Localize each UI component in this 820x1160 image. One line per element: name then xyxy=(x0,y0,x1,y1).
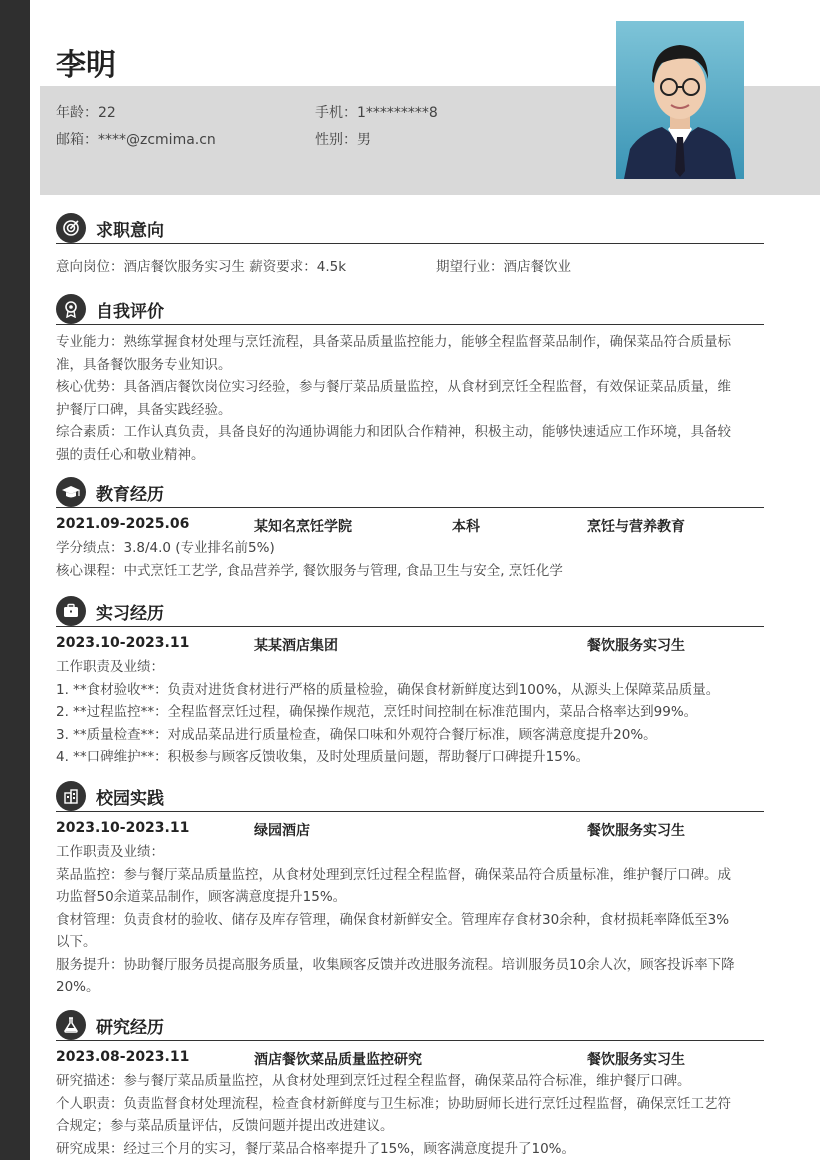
section-header xyxy=(56,595,764,627)
section-title: 教育经历 xyxy=(96,485,164,505)
position-salary: 意向岗位：酒店餐饮服务实习生 薪资要求：4.5k xyxy=(56,259,347,275)
flask-icon xyxy=(56,1010,86,1040)
text-line: 准，具备餐饮服务专业知识。 xyxy=(56,356,232,373)
text-line: 个人职责：负责监督食材处理流程，检查食材新鲜度与卫生标准；协助厨师长进行烹饪过程监督，确保烹饪工艺符 xyxy=(56,1095,731,1112)
section-title: 研究经历 xyxy=(96,1018,164,1038)
text-line: 专业能力：熟练掌握食材处理与烹饪流程，具备菜品质量监控能力，能够全程监督菜品制作，确保菜品符合质量标 xyxy=(56,334,731,350)
text-line: 护餐厅口碑，具备实践经验。 xyxy=(56,401,232,418)
section-internship xyxy=(56,595,764,769)
section-intent xyxy=(56,212,764,280)
section-header xyxy=(56,212,764,244)
section-header xyxy=(56,293,764,325)
email-field: 邮箱：****@zcmima.cn xyxy=(56,132,216,148)
text-line: 食材管理：负责食材的验收、储存及库存管理，确保食材新鲜安全。管理库存食材30余种，食材损耗率降低至3% xyxy=(56,911,730,928)
text-line: 研究描述：参与餐厅菜品质量监控，从食材处理到烹饪过程全程监督，确保菜品符合标准，维护餐厅口碑。 xyxy=(56,1073,691,1089)
buildings-icon xyxy=(56,781,86,811)
text-line: 研究成果：经过三个月的实习，餐厅菜品合格率提升了15%，顾客满意度提升了10%。 xyxy=(56,1140,576,1157)
section-title: 自我评价 xyxy=(96,302,164,322)
edu-period: 2021.09-2025.06 xyxy=(56,516,190,532)
campus-org: 绿园酒店 xyxy=(254,823,310,839)
campus-role: 餐饮服务实习生 xyxy=(587,823,685,839)
text-line: 服务提升：协助餐厅服务员提高服务质量，收集顾客反馈并改进服务流程。培训服务员10余人次，顾客投诉率下降 xyxy=(56,956,735,973)
text-line: 综合素质：工作认真负责，具备良好的沟通协调能力和团队合作精神，积极主动，能够快速适应工作环境，具备较 xyxy=(56,424,731,440)
research-row xyxy=(56,1047,764,1070)
text-line: 功监督50余道菜品制作，顾客满意度提升15%。 xyxy=(56,889,347,905)
education-row xyxy=(56,514,764,537)
target-icon xyxy=(56,213,86,243)
research-project: 酒店餐饮菜品质量监控研究 xyxy=(254,1052,422,1068)
internship-row xyxy=(56,633,764,656)
intern-role: 餐饮服务实习生 xyxy=(587,638,685,654)
text-line: 核心课程：中式烹饪工艺学, 食品营养学, 餐饮服务与管理, 食品卫生与安全, 烹饪化学 xyxy=(56,562,563,579)
text-line: 工作职责及业绩： xyxy=(56,844,164,860)
profile-photo xyxy=(616,21,744,179)
self-eval-text xyxy=(56,331,764,466)
text-line: 以下。 xyxy=(56,934,97,950)
briefcase-icon xyxy=(56,596,86,626)
text-line: 菜品监控：参与餐厅菜品质量监控，从食材处理到烹饪过程全程监督，确保菜品符合质量标准，维护餐厅口碑。成 xyxy=(56,866,731,883)
section-title: 求职意向 xyxy=(96,221,164,241)
intern-period: 2023.10-2023.11 xyxy=(56,635,190,651)
text-line: 3. **质量检查**：对成品菜品进行质量检查，确保口味和外观符合餐厅标准，顾客满意度提升20%。 xyxy=(56,726,657,743)
edu-school: 某知名烹饪学院 xyxy=(254,519,352,535)
section-campus xyxy=(56,780,764,999)
research-period: 2023.08-2023.11 xyxy=(56,1049,190,1065)
text-line: 工作职责及业绩： xyxy=(56,659,164,675)
section-header xyxy=(56,1009,764,1041)
text-line: 4. **口碑维护**：积极参与顾客反馈收集，及时处理质量问题，帮助餐厅口碑提升15%。 xyxy=(56,749,590,765)
edu-major: 烹饪与营养教育 xyxy=(587,519,685,535)
text-line: 学分绩点：3.8/4.0 (专业排名前5%) xyxy=(56,540,275,556)
campus-row xyxy=(56,818,764,841)
text-line: 2. **过程监控**：全程监督烹饪过程，确保操作规范，烹饪时间控制在标准范围内，菜品合格率达到99%。 xyxy=(56,704,698,720)
text-line: 合规定；参与菜品质量评估，反馈问题并提出改进建议。 xyxy=(56,1118,394,1134)
gender-field: 性别：男 xyxy=(315,132,371,148)
text-line: 核心优势：具备酒店餐饮岗位实习经验，参与餐厅菜品质量监控，从食材到烹饪全程监督，有效保证菜品质量，维 xyxy=(56,379,731,395)
section-title: 实习经历 xyxy=(96,604,164,624)
candidate-name: 李明 xyxy=(56,48,116,83)
section-research xyxy=(56,1009,764,1160)
section-title: 校园实践 xyxy=(96,789,164,809)
research-role: 餐饮服务实习生 xyxy=(587,1052,685,1068)
campus-period: 2023.10-2023.11 xyxy=(56,820,190,836)
text-line: 强的责任心和敬业精神。 xyxy=(56,446,205,463)
text-line: 20%。 xyxy=(56,979,100,995)
section-header xyxy=(56,476,764,508)
graduation-cap-icon xyxy=(56,477,86,507)
age-field: 年龄：22 xyxy=(56,105,116,121)
text-line: 1. **食材验收**：负责对进货食材进行严格的质量检验，确保食材新鲜度达到100%，从源头上保障菜品质量。 xyxy=(56,681,720,698)
intern-company: 某某酒店集团 xyxy=(254,638,338,654)
intent-row xyxy=(56,256,764,280)
expected-industry: 期望行业：酒店餐饮业 xyxy=(436,259,571,275)
phone-field: 手机：1*********8 xyxy=(315,105,438,121)
section-education xyxy=(56,476,764,582)
resume-header xyxy=(40,0,820,195)
badge-icon xyxy=(56,294,86,324)
section-self-eval xyxy=(56,293,764,466)
section-header xyxy=(56,780,764,812)
sidebar-strip xyxy=(0,0,30,1160)
edu-degree: 本科 xyxy=(452,519,480,535)
